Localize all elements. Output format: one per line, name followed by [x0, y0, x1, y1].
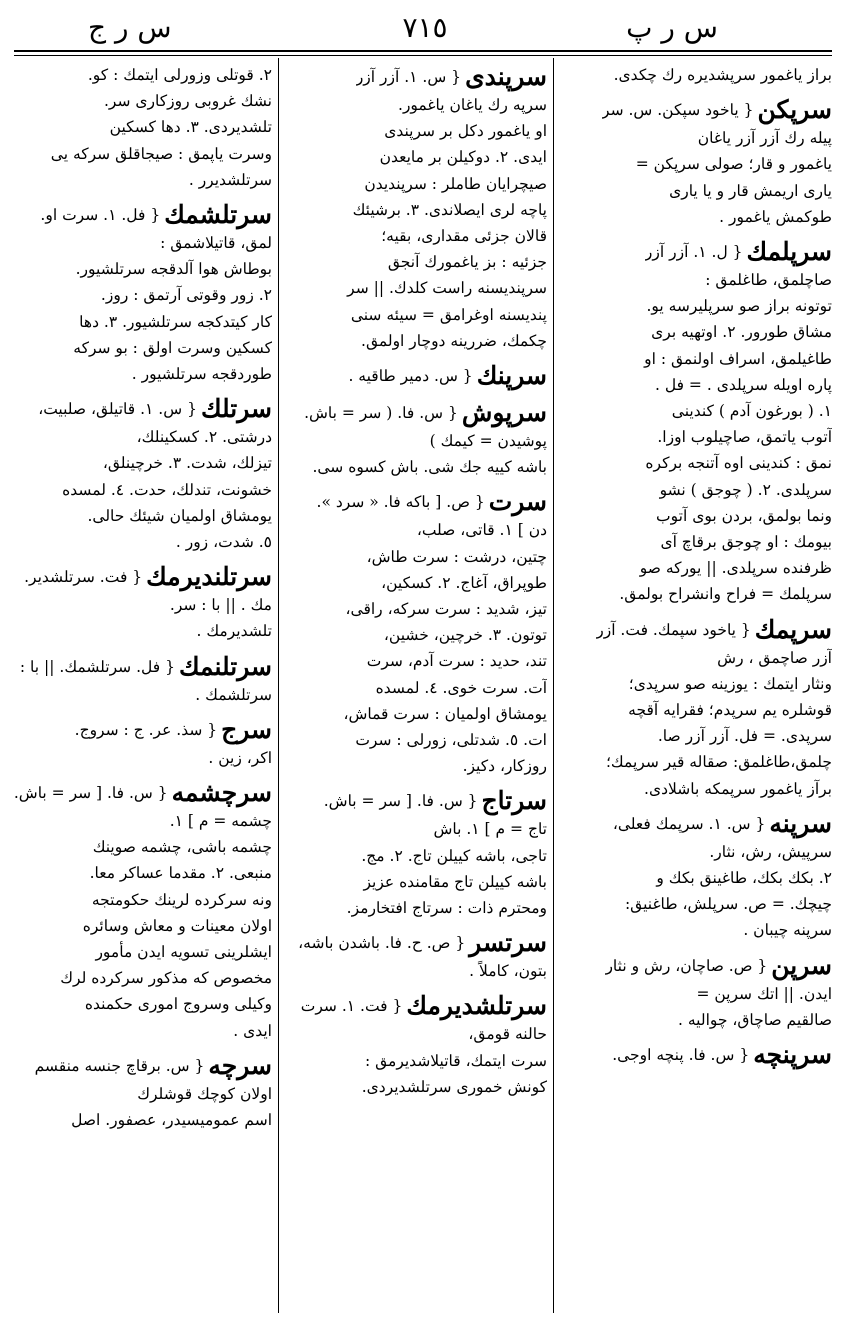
headword: سرتلشدیرمك — [406, 991, 547, 1021]
definition-line: { فت. سرتلشدیر. — [24, 568, 143, 587]
definition-line: { س. فا. [ سر = باش. — [14, 784, 168, 803]
dictionary-entry — [14, 1051, 272, 1133]
entry-head-line — [560, 1040, 832, 1070]
headword: سرپندی — [465, 62, 547, 91]
definition-line: { ص. صاچان، رش و نثار — [605, 956, 768, 975]
dictionary-entry — [285, 398, 547, 480]
headword: سرتسر — [469, 928, 547, 958]
entry-head-line — [560, 809, 832, 839]
dictionary-entry — [14, 715, 272, 771]
dictionary-entry — [285, 991, 547, 1100]
definition-line: ایدن. || اتك سرپن = — [696, 984, 832, 1003]
entry-head-line — [285, 786, 547, 816]
definition-line: طاغیلمق، اسراف اولنمق : او — [644, 349, 832, 368]
definition-line: سرپلدی. ٢. ( چوجق ) نشو — [659, 480, 832, 499]
definition-line: سرت ایتمك، قاتیلاشدیرمق : — [364, 1051, 547, 1070]
dictionary-entry — [285, 487, 547, 779]
definition-line: چلمق،طاغلمق: صقاله قیر سرپمك؛ — [606, 753, 832, 772]
definition-line: { س. برقاچ جنسه منقسم — [34, 1056, 205, 1075]
definition-line: ٢. قوتلی وزورلی ایتمك : كو. — [87, 66, 272, 84]
definition-line: { س. فا. پنچه اوجی. — [612, 1046, 750, 1065]
definition-line: تلشدیردی. ٣. دها كسكین — [109, 118, 272, 137]
definition-line: { ص. ح. فا. باشدن باشه، — [298, 934, 466, 953]
definition-line: یومشاق اولمیان : سرت قماش، — [343, 704, 547, 723]
entry-head-line — [14, 562, 272, 592]
definition-line: صالقیم صاچاق، چوالیه . — [678, 1010, 832, 1029]
header-right-label: س ر پ — [626, 11, 718, 44]
definition-line: سرپنه چیبان . — [743, 921, 832, 940]
definition-line: بیومك : او چوجق برقاچ آی — [660, 533, 832, 552]
definition-line: تاجی، باشه كییلن تاج. ٢. مج. — [361, 846, 547, 865]
definition-line: پندیسنه اوغرامق = سیئه سنی — [350, 305, 547, 324]
definition-line: باشه كییلن تاج مقامنده عزیز — [363, 872, 547, 891]
entry-head-line — [14, 652, 272, 682]
column-divider-right — [553, 58, 554, 1313]
definition-line: منبعی. ٢. مقدما عساكر معا. — [89, 864, 272, 883]
definition-line: ٢. زور وقوتی آرتمق : روز. — [100, 286, 272, 305]
definition-line: چتین، درشت : سرت طاش، — [366, 547, 547, 566]
definition-line: مخصوص كه مذكور سركرده لرك — [60, 969, 272, 988]
entry-head-line — [285, 398, 547, 428]
definition-line: سرپدی. = فل. آزر آزر صا. — [657, 727, 832, 746]
definition-line: ونه سركرده لرینك حكومتجه — [91, 890, 272, 909]
definition-line: تیز، شدید : سرت سركه، راقی، — [345, 600, 547, 619]
definition-line: سرتلشمك . — [195, 685, 272, 704]
definition-line: { یاخود سپكن. س. سر — [602, 101, 754, 120]
entry-head-line — [14, 778, 272, 808]
definition-line: { فت. ١. سرت — [300, 997, 403, 1016]
entry-head-line — [285, 991, 547, 1021]
entry-head-line — [560, 615, 832, 645]
entry-head-line — [285, 487, 547, 517]
definition-line: { س. فا. [ سر = باش. — [323, 792, 478, 811]
header-rule-thick — [14, 50, 832, 52]
definition-line: { سذ. عر. ج : سروج. — [74, 720, 218, 739]
headword: سرپمك — [754, 614, 832, 644]
definition-line: طوردقجه سرتلشیور . — [131, 365, 272, 384]
definition-line: { س. ١. قاتیلق، صلبیت، — [38, 400, 197, 419]
definition-line: تلشدیرمك . — [196, 622, 272, 641]
dictionary-entry — [14, 652, 272, 708]
definition-line: جزئیه : بز یاغمورك آنجق — [387, 253, 547, 272]
definition-line: حالنه قومق، — [468, 1025, 547, 1044]
definition-line: پاره اویله سرپلدی . = فل . — [655, 375, 832, 394]
definition-line: كونش خموری سرتلشدیردی. — [361, 1077, 547, 1096]
dictionary-entry — [14, 778, 272, 1044]
dictionary-entry — [285, 62, 547, 354]
dictionary-entry — [14, 62, 272, 193]
definition-line: نمق : كندینی اوه آتنجه بركره — [645, 454, 832, 473]
entry-head-line — [285, 62, 547, 92]
dictionary-entry — [560, 615, 832, 802]
definition-line: نشك غروبی روزكاری سر. — [103, 92, 272, 111]
headword: سرپكن — [757, 95, 832, 125]
definition-line: چشمه باشی، چشمه صوینك — [92, 838, 272, 857]
definition-line: { ل. ١. آزر آزر — [644, 243, 743, 262]
definition-line: صاچلمق، طاغلمق : — [705, 271, 832, 290]
dictionary-entry — [285, 928, 547, 984]
entry-head-line — [285, 928, 547, 958]
definition-line: بوطاش هوا آلدقجه سرتلشیور. — [75, 260, 272, 279]
headword: سرتلشمك — [164, 200, 272, 230]
dictionary-entry — [560, 237, 832, 608]
headword: سرپنه — [769, 808, 832, 838]
definition-line: سرپندیسنه راست كلدك. || سر — [347, 279, 547, 298]
header-rule-thin — [14, 55, 832, 56]
headword: سرچه — [208, 1050, 272, 1080]
definition-line: یومشاق اولمیان شیئك حالی. — [87, 506, 272, 525]
definition-line: { س. دمیر طاقیه . — [348, 367, 473, 386]
dictionary-entry — [14, 200, 272, 387]
entry-head-line — [560, 95, 832, 125]
definition-line: پاچه لری ایصلاندی. ٣. برشیئك — [352, 200, 547, 219]
definition-line: سرپلمك = فراح وانشراح بولمق. — [619, 585, 832, 604]
dictionary-entry — [560, 62, 832, 88]
definition-line: ایدی . — [233, 1021, 272, 1040]
headword: سرتلك — [200, 394, 272, 424]
column-left — [14, 62, 272, 1312]
entry-head-line — [14, 200, 272, 230]
definition-line: بتون، كاملاً . — [469, 962, 547, 981]
definition-line: ات. ٥. شدتلی، زورلی : سرت — [355, 731, 547, 750]
headword: سرپوش — [461, 398, 547, 428]
definition-line: تاج = م ] ١. باش — [433, 820, 547, 839]
definition-line: { فل. سرتلشمك. || با : — [19, 657, 175, 676]
definition-line: { ص. [ باكه فا. « سرد ». — [316, 493, 485, 512]
definition-line: { فل. ١. سرت او. — [40, 206, 161, 225]
definition-line: { س. ١. آزر آزر — [355, 68, 462, 86]
definition-line: یاغمور و قار؛ صولی سرپكن = — [635, 155, 832, 174]
headword: سرتلندیرمك — [146, 562, 272, 592]
definition-line: اكر، زین . — [208, 748, 272, 767]
definition-line: چیچك. = ص. سرپلش، طاغنیق: — [624, 895, 832, 914]
definition-line: لمق، قاتیلاشمق : — [160, 234, 272, 253]
definition-line: مك . || با : سر. — [169, 596, 272, 615]
headword: سرتاج — [481, 786, 547, 816]
definition-line: ظرفنده سرپلدی. || یوركه صو — [639, 559, 832, 578]
definition-line: سرتلشدیرر . — [188, 170, 272, 189]
definition-line: اسم عمومیسیدر، عصفور. اصل — [71, 1111, 272, 1130]
definition-line: طوكمش یاغمور . — [719, 207, 832, 226]
dictionary-entry — [285, 361, 547, 391]
dictionary-entry — [560, 809, 832, 944]
definition-line: دن ] ١. قاتی، صلب، — [416, 521, 547, 540]
definition-line: { س. ١. سرپمك فعلی، — [612, 814, 766, 833]
definition-line: وسرت یاپمق : صیجاقلق سركه یی — [50, 144, 272, 163]
column-middle — [285, 62, 547, 1312]
headword: سرپن — [771, 950, 832, 980]
dictionary-entry — [560, 951, 832, 1033]
definition-line: طوپراق، آغاج. ٢. كسكین، — [381, 573, 547, 592]
definition-line: آتوب یاتمق، صاچیلوب اوزا. — [657, 428, 832, 447]
entry-head-line — [285, 361, 547, 391]
definition-line: چشمه = م ] ١. — [169, 812, 272, 831]
definition-line: قالان جزئی مقداری، بقیه؛ — [381, 227, 547, 246]
definition-line: او یاغمور دكل بر سرپندی — [384, 122, 547, 141]
definition-line: چكمك، ضررینه دوچار اولمق. — [361, 331, 547, 350]
entry-head-line — [14, 394, 272, 424]
definition-line: قوشلره یم سرپدم؛ فقرایه آقچه — [628, 701, 832, 720]
definition-line: درشتی. ٢. كسكینلك، — [136, 428, 272, 447]
header-left-label: س ر ج — [88, 11, 172, 44]
definition-line: اولان كوچك قوشلرك — [137, 1084, 272, 1103]
entry-head-line — [560, 237, 832, 267]
headword: سرچشمه — [171, 778, 272, 808]
definition-line: سرپه رك یاغان یاغمور. — [398, 96, 547, 114]
headword: سرپنك — [476, 361, 547, 391]
entry-head-line — [560, 951, 832, 981]
headword: سرج — [221, 714, 272, 744]
definition-line: توتون. ٣. خرچین، خشین، — [383, 626, 547, 645]
headword: سرت — [488, 487, 547, 517]
definition-line: ایدی. ٢. دوكیلن بر مایعدن — [379, 148, 547, 167]
definition-line: ونثار ایتمك : یوزینه صو سرپدی؛ — [628, 674, 832, 693]
entry-head-line — [14, 715, 272, 745]
definition-line: باشه كییه جك شی. باش كسوه سی. — [312, 458, 547, 477]
definition-line: توتونه براز صو سرپلیرسه یو. — [646, 297, 832, 316]
definition-line: صیچرایان طاملر : سرپندیدن — [364, 174, 547, 193]
definition-line: تیزلك، شدت. ٣. خرچینلق، — [102, 454, 272, 473]
definition-line: اولان معینات و معاش وسائره — [82, 916, 272, 935]
definition-line: ٥. شدت، زور . — [175, 533, 272, 552]
column-right — [560, 62, 832, 1312]
definition-line: آت. سرت خوی. ٤. لمسده — [375, 678, 547, 697]
definition-line: كسكین وسرت اولق : بو سركه — [73, 338, 272, 357]
definition-line: ٢. بكك بكك، طاغینق بكك و — [656, 869, 832, 888]
definition-line: خشونت، تندلك، حدت. ٤. لمسده — [62, 480, 272, 499]
definition-line: { یاخود سپمك. فت. آزر — [596, 620, 751, 639]
dictionary-entry — [14, 394, 272, 555]
definition-line: ونما بولمق، بردن بوی آتوب — [656, 506, 832, 525]
definition-line: یاری اریمش قار و یا یاری — [669, 181, 832, 200]
definition-line: { س. فا. ( سر = باش. — [304, 404, 458, 423]
definition-line: برآز یاغمور سرپمكه باشلادی. — [644, 779, 832, 798]
page-number: ٧١٥ — [402, 11, 448, 44]
definition-line: سرپیش، رش، نثار. — [709, 842, 832, 861]
definition-line: تند، حدید : سرت آدم، سرت — [366, 652, 547, 671]
definition-line: كار كیتدكجه سرتلشیور. ٣. دها — [79, 312, 272, 331]
headword: سرپنچه — [753, 1040, 832, 1070]
dictionary-entry — [14, 562, 272, 644]
page-header — [0, 6, 846, 52]
definition-line: وكیلی وسروج اموری حكمنده — [84, 995, 272, 1014]
definition-line: پیله رك آزر آزر یاغان — [697, 129, 832, 148]
headword: سرپلمك — [746, 237, 832, 267]
definition-line: روزكار، دكیز. — [462, 757, 547, 776]
definition-line: ١. ( بورغون آدم ) كندینی — [671, 402, 832, 421]
entry-head-line — [14, 1051, 272, 1081]
definition-line: ومحترم ذات : سرتاج افتخارمز. — [346, 899, 547, 918]
headword: سرتلنمك — [178, 651, 272, 681]
definition-line: براز یاغمور سرپشدیره رك چكدی. — [613, 66, 832, 84]
definition-line: پوشیدن = كیمك ) — [429, 432, 547, 451]
dictionary-entry — [560, 95, 832, 230]
definition-line: ایشلرینی تسویه ایدن مأمور — [95, 943, 272, 962]
dictionary-entry — [560, 1040, 832, 1070]
definition-line: آزر صاچمق ، رش — [717, 648, 832, 667]
definition-line: مشاق طورور. ٢. اوتهیه بری — [651, 323, 832, 342]
dictionary-entry — [285, 786, 547, 921]
column-divider-left — [278, 58, 279, 1313]
